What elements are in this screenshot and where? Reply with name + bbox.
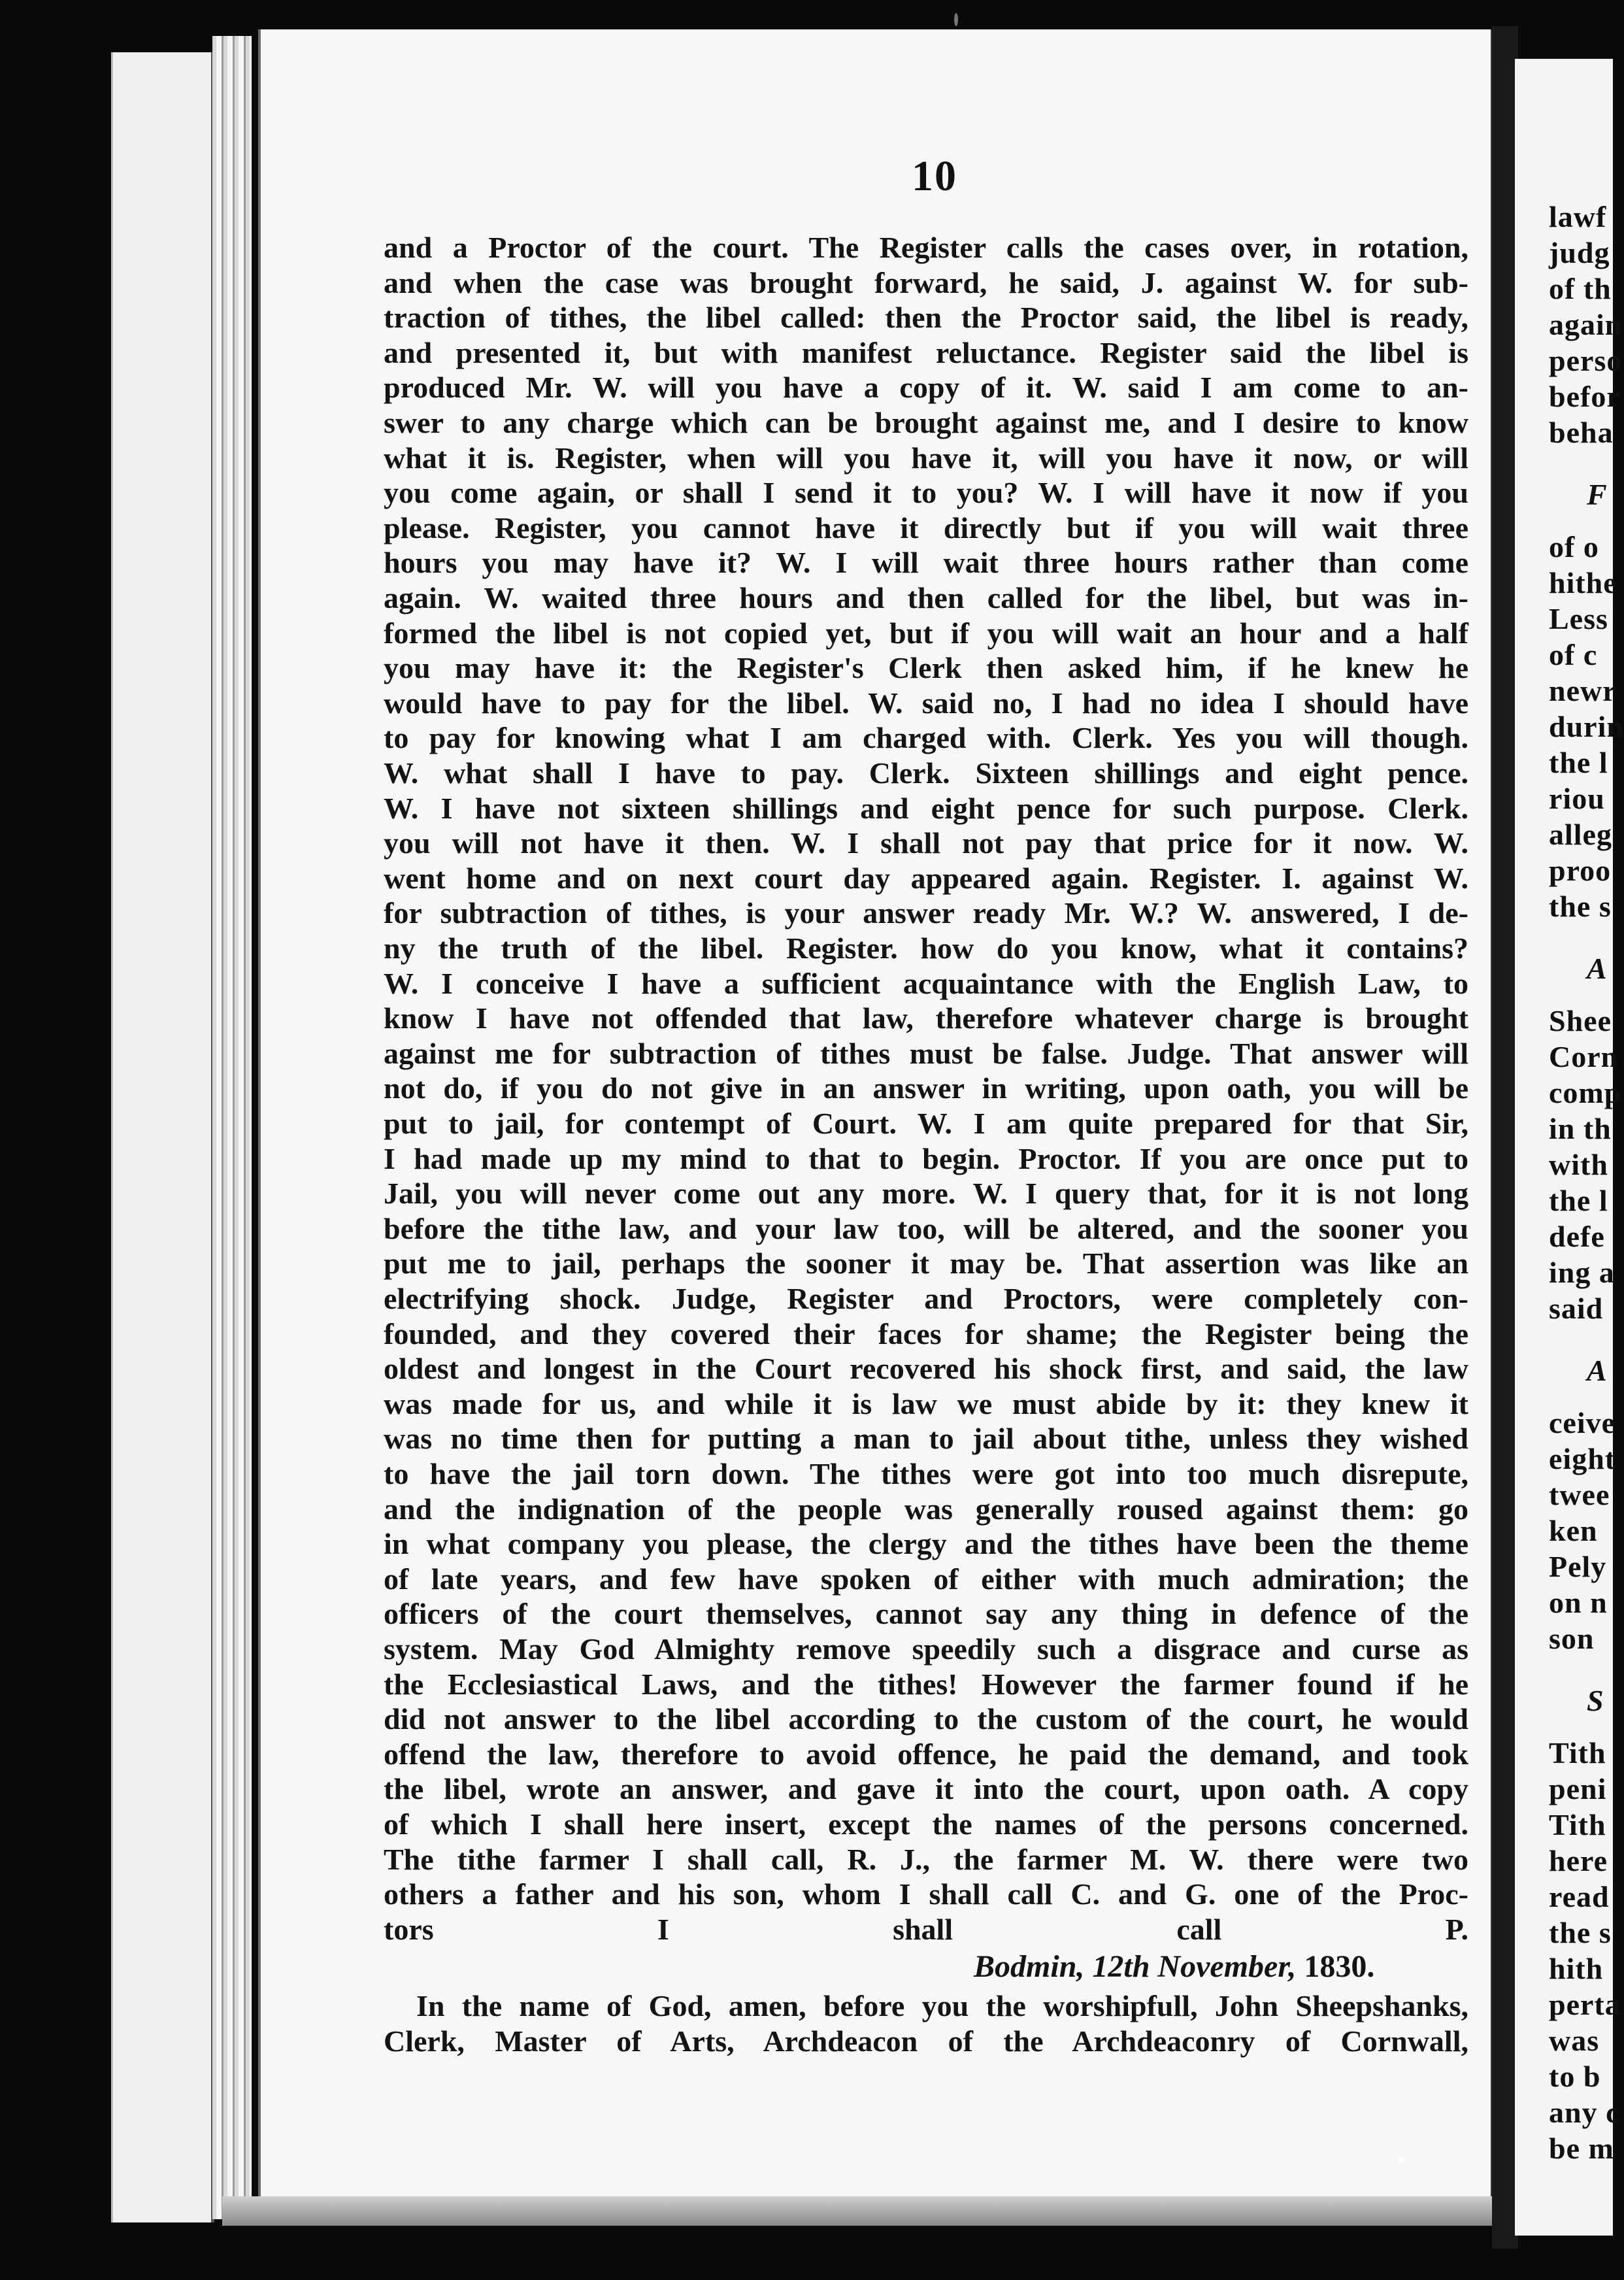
facing-page-line: Tith bbox=[1549, 1736, 1606, 1769]
facing-page-line: lawf bbox=[1549, 200, 1607, 233]
text-line: again. W. waited three hours and then called for the libel, but was in- bbox=[384, 581, 1468, 614]
facing-page-line: A bbox=[1587, 952, 1608, 985]
facing-page-line: ceive bbox=[1549, 1406, 1616, 1439]
facing-page-line: perta bbox=[1549, 1988, 1621, 2021]
text-line: to pay for knowing what I am charged with. Clerk. Yes you will though. bbox=[384, 721, 1468, 755]
facing-page-line: peni bbox=[1549, 1772, 1607, 1805]
facing-page-line: hith bbox=[1549, 1952, 1604, 1985]
facing-page-line: riou bbox=[1549, 782, 1605, 815]
text-line: hours you may have it? W. I will wait three hours rather than come bbox=[384, 546, 1468, 580]
facing-page-line: in th bbox=[1549, 1112, 1612, 1145]
facing-page-line: the s bbox=[1549, 1916, 1612, 1949]
facing-page-line: be m bbox=[1549, 2132, 1614, 2165]
facing-page-line: proo bbox=[1549, 854, 1612, 887]
text-line: to have the jail torn down. The tithes were got into too much disrepute, bbox=[384, 1457, 1468, 1490]
text-line: and a Proctor of the court. The Register calls the cases over, in rotation, bbox=[384, 231, 1468, 264]
facing-page-line: alleg bbox=[1549, 818, 1612, 851]
text-line: of which I shall here insert, except the names of the persons concerned. bbox=[384, 1807, 1468, 1841]
facing-page-line: S bbox=[1587, 1684, 1604, 1717]
text-line: for subtraction of tithes, is your answer ready Mr. W.? W. answered, I de- bbox=[384, 896, 1468, 930]
dateline-year: 1830. bbox=[1304, 1949, 1375, 1984]
text-line: produced Mr. W. will you have a copy of it. W. said I am come to an- bbox=[384, 371, 1468, 405]
text-line: what it is. Register, when will you have it, will you have it now, or will bbox=[384, 441, 1468, 475]
text-line: W. what shall I have to pay. Clerk. Sixteen shillings and eight pence. bbox=[384, 756, 1468, 790]
facing-page-line: Tith bbox=[1549, 1808, 1606, 1841]
facing-page-line: Shee bbox=[1549, 1004, 1612, 1037]
text-line: you will not have it then. W. I shall not pay that price for it now. W. bbox=[384, 826, 1468, 860]
text-line: before the tithe law, and your law too, will be altered, and the sooner you bbox=[384, 1211, 1468, 1245]
facing-page-line: of o bbox=[1549, 530, 1599, 563]
facing-page-line: perso bbox=[1549, 344, 1623, 377]
text-line: W. I have not sixteen shillings and eight pence for such purpose. Clerk. bbox=[384, 791, 1468, 825]
text-line: please. Register, you cannot have it directly but if you will wait three bbox=[384, 511, 1468, 545]
page-edge-lines bbox=[212, 36, 252, 2219]
text-line: swer to any charge which can be brought against me, and I desire to know bbox=[384, 406, 1468, 439]
facing-page-line: judg bbox=[1549, 236, 1610, 269]
closing-line: Clerk, Master of Arts, Archdeacon of the Archdeaconry of Cornwall, bbox=[384, 2024, 1468, 2058]
text-line: W. I conceive I have a sufficient acquaintance with the English Law, to bbox=[384, 966, 1468, 1000]
paper-mark bbox=[954, 13, 958, 26]
text-line: I had made up my mind to that to begin. Proctor. If you are once put to bbox=[384, 1141, 1468, 1175]
text-line: was no time then for putting a man to jail about tithe, unless they wished bbox=[384, 1422, 1468, 1456]
facing-page-line: was bbox=[1549, 2024, 1600, 2057]
text-line: and the indignation of the people was generally roused against them: go bbox=[384, 1492, 1468, 1526]
facing-page-line: son bbox=[1549, 1622, 1595, 1655]
facing-page-line: any c bbox=[1549, 2096, 1620, 2129]
text-line: The tithe farmer I shall call, R. J., the farmer M. W. there were two bbox=[384, 1842, 1468, 1876]
facing-page-line: twee bbox=[1549, 1478, 1610, 1511]
text-line: in what company you please, the clergy and the tithes have been the theme bbox=[384, 1527, 1468, 1561]
text-line: ny the truth of the libel. Register. how do you know, what it contains? bbox=[384, 931, 1468, 965]
paper-speck bbox=[1399, 2157, 1404, 2162]
page-bottom-edge bbox=[222, 2196, 1497, 2226]
text-line: put to jail, for contempt of Court. W. I am quite prepared for that Sir, bbox=[384, 1107, 1468, 1140]
facing-page-line: Less bbox=[1549, 602, 1608, 635]
text-line: you come again, or shall I send it to you? W. I will have it now if you bbox=[384, 476, 1468, 510]
text-line: was made for us, and while it is law we must abide by it: they knew it bbox=[384, 1386, 1468, 1420]
facing-page-line: durin bbox=[1549, 710, 1624, 743]
facing-page-fragment bbox=[1515, 59, 1624, 2236]
facing-page-line: comp bbox=[1549, 1076, 1622, 1109]
facing-page-line: Pely bbox=[1549, 1550, 1607, 1583]
text-line: system. May God Almighty remove speedily such a disgrace and curse as bbox=[384, 1632, 1468, 1666]
facing-page-line: befor bbox=[1549, 380, 1621, 413]
text-line: founded, and they covered their faces for shame; the Register being the bbox=[384, 1316, 1468, 1350]
closing-line: In the name of God, amen, before you the worshipfull, John Sheepshanks, bbox=[416, 1989, 1468, 2022]
text-line: know I have not offended that law, therefore whatever charge is brought bbox=[384, 1001, 1468, 1035]
facing-page-line: again bbox=[1549, 308, 1623, 341]
text-line: not do, if you do not give in an answer in writing, upon oath, you will be bbox=[384, 1071, 1468, 1105]
facing-page-line: newr bbox=[1549, 674, 1617, 707]
facing-page-line: of c bbox=[1549, 638, 1598, 671]
text-line: Jail, you will never come out any more. W. I query that, for it is not long bbox=[384, 1177, 1468, 1211]
text-line: you may have it: the Register's Clerk then asked him, if he knew he bbox=[384, 651, 1468, 685]
facing-page-line: hithe bbox=[1549, 566, 1617, 599]
text-line: put me to jail, perhaps the sooner it may be. That assertion was like an bbox=[384, 1247, 1468, 1281]
facing-page-line: said bbox=[1549, 1292, 1604, 1325]
facing-page-line: here bbox=[1549, 1844, 1608, 1877]
text-line: went home and on next court day appeared again. Register. I. against W. bbox=[384, 861, 1468, 895]
facing-page-line: on n bbox=[1549, 1586, 1608, 1619]
facing-page-line: to b bbox=[1549, 2060, 1601, 2093]
text-line: and when the case was brought forward, he said, J. against W. for sub- bbox=[384, 265, 1468, 299]
facing-page-line: ing a bbox=[1549, 1256, 1615, 1289]
dateline-place-date: Bodmin, 12th November, bbox=[974, 1949, 1297, 1984]
text-line: formed the libel is not copied yet, but if you will wait an hour and a half bbox=[384, 616, 1468, 650]
text-line: electrifying shock. Judge, Register and Proctors, were completely con- bbox=[384, 1282, 1468, 1315]
text-line: against me for subtraction of tithes must be false. Judge. That answer will bbox=[384, 1036, 1468, 1070]
facing-page-line: with bbox=[1549, 1148, 1608, 1181]
text-line: traction of tithes, the libel called: then the Proctor said, the libel is ready, bbox=[384, 301, 1468, 335]
dateline bbox=[974, 1949, 1431, 1985]
facing-page-line: F bbox=[1587, 478, 1608, 511]
text-line: others a father and his son, whom I shall call C. and G. one of the Proc- bbox=[384, 1877, 1468, 1911]
text-line: would have to pay for the libel. W. said no, I had no idea I should have bbox=[384, 686, 1468, 720]
facing-page-line: defe bbox=[1549, 1220, 1605, 1253]
facing-page-line: eight bbox=[1549, 1442, 1616, 1475]
text-line: and presented it, but with manifest reluctance. Register said the libel is bbox=[384, 335, 1468, 369]
page-number: 10 bbox=[912, 152, 957, 200]
facing-page-line: of th bbox=[1549, 272, 1612, 305]
book-gutter bbox=[1492, 26, 1518, 2249]
text-line: the Ecclesiastical Laws, and the tithes! However the farmer found if he bbox=[384, 1667, 1468, 1701]
facing-page-line: the s bbox=[1549, 890, 1612, 923]
left-binding-strip bbox=[111, 52, 214, 2222]
facing-page-line: the l bbox=[1549, 1184, 1608, 1217]
facing-page-line: read bbox=[1549, 1880, 1610, 1913]
facing-page-line: the l bbox=[1549, 746, 1608, 779]
facing-page-line: Corn bbox=[1549, 1040, 1619, 1073]
text-line: did not answer to the libel according to the custom of the court, he would bbox=[384, 1702, 1468, 1736]
text-line: officers of the court themselves, cannot say any thing in defence of the bbox=[384, 1597, 1468, 1631]
facing-page-line: A bbox=[1587, 1354, 1608, 1387]
facing-page-line: ken bbox=[1549, 1514, 1598, 1547]
text-line: offend the law, therefore to avoid offence, he paid the demand, and took bbox=[384, 1737, 1468, 1771]
text-line: oldest and longest in the Court recovered his shock first, and said, the law bbox=[384, 1352, 1468, 1386]
text-line: the libel, wrote an answer, and gave it into the court, upon oath. A copy bbox=[384, 1772, 1468, 1806]
text-line: tors I shall call P. bbox=[384, 1912, 1468, 1946]
text-line: of late years, and few have spoken of either with much admiration; the bbox=[384, 1562, 1468, 1596]
facing-page-line: beha bbox=[1549, 416, 1614, 449]
